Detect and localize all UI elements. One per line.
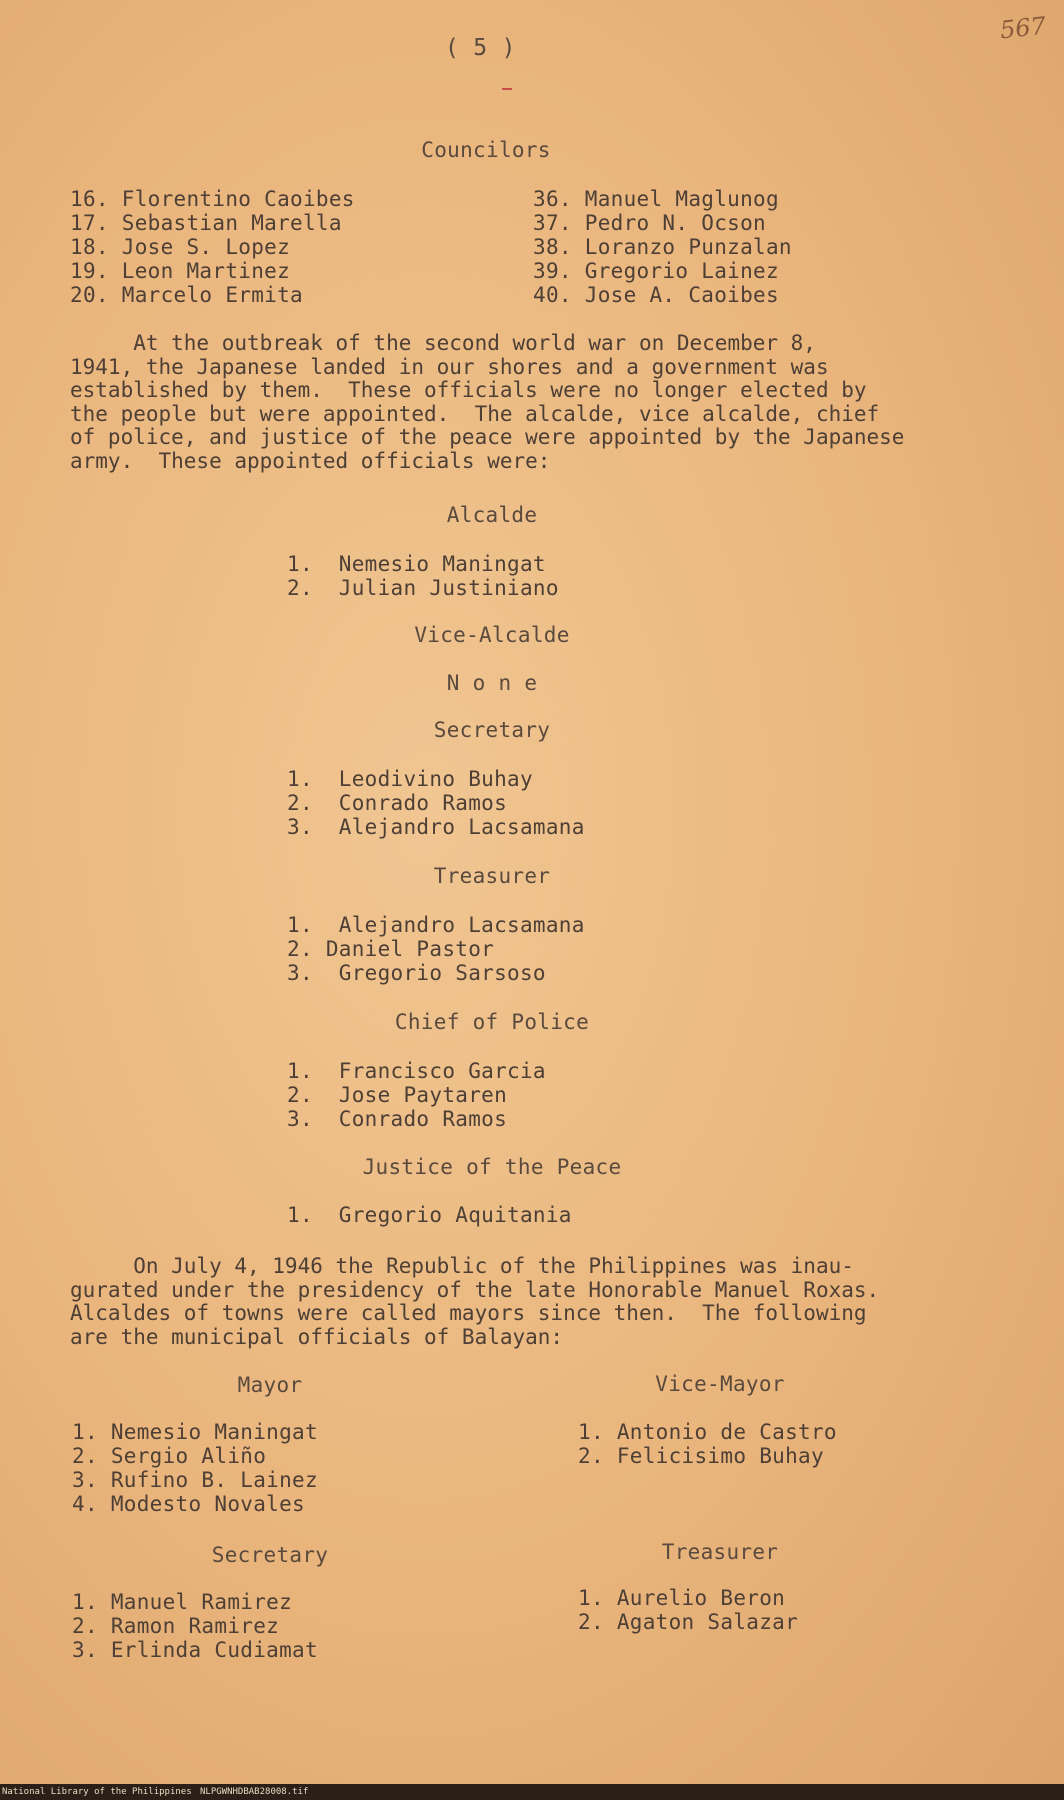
treasurer-heading: Treasurer	[433, 864, 551, 888]
list-item: 3. Erlinda Cudiamat	[72, 1638, 318, 1662]
paragraph-line: are the municipal officials of Balayan:	[70, 1324, 564, 1349]
list-item: 17. Sebastian Marella	[70, 211, 342, 235]
paragraph-line: established by them. These officials were no longer elected by	[70, 378, 867, 402]
list-item: 2. Julian Justiniano	[287, 576, 559, 600]
list-item: 1. Manuel Ramirez	[72, 1590, 293, 1614]
list-item: 2. Conrado Ramos	[287, 791, 508, 815]
vice-alcalde-heading: Vice-Alcalde	[414, 623, 570, 647]
list-item: 2. Ramon Ramirez	[72, 1614, 280, 1638]
justice-of-peace-heading: Justice of the Peace	[362, 1155, 622, 1179]
list-item: 1. Antonio de Castro	[578, 1420, 837, 1444]
list-item: 1. Aurelio Beron	[578, 1586, 786, 1610]
list-item: 1. Alejandro Lacsamana	[287, 913, 585, 937]
republic-treasurer-heading: Treasurer	[661, 1540, 779, 1564]
list-item: 1. Gregorio Aquitania	[287, 1203, 572, 1227]
paragraph-line: 1941, the Japanese landed in our shores and a government was	[70, 354, 829, 379]
list-item: 1. Nemesio Maningat	[287, 552, 546, 576]
paragraph-line: the people but were appointed. The alcalde, vice alcalde, chief	[70, 401, 880, 426]
red-mark	[502, 88, 512, 90]
republic-secretary-heading: Secretary	[211, 1543, 329, 1567]
list-item: 3. Gregorio Sarsoso	[287, 961, 546, 985]
list-item: 4. Modesto Novales	[72, 1492, 305, 1516]
list-item: 18. Jose S. Lopez	[70, 235, 291, 259]
page-number: ( 5 )	[445, 35, 516, 61]
chief-of-police-heading: Chief of Police	[394, 1010, 590, 1034]
list-item: 37. Pedro N. Ocson	[533, 211, 766, 235]
list-item: 19. Leon Martinez	[70, 259, 291, 283]
paragraph-line: gurated under the presidency of the late Honorable Manuel Roxas.	[70, 1277, 880, 1302]
list-item: 3. Conrado Ramos	[287, 1107, 508, 1131]
list-item: 3. Alejandro Lacsamana	[287, 815, 585, 839]
list-item: 2. Felicisimo Buhay	[578, 1444, 824, 1468]
list-item: 3. Rufino B. Lainez	[72, 1468, 318, 1492]
list-item: 40. Jose A. Caoibes	[533, 283, 779, 307]
list-item: 2. Daniel Pastor	[287, 937, 495, 961]
corner-stamp: 567	[998, 11, 1048, 45]
list-item: 2. Agaton Salazar	[578, 1610, 799, 1634]
paragraph-line: of police, and justice of the peace were appointed by the Japanese	[70, 425, 905, 449]
list-item: 1. Francisco Garcia	[287, 1059, 546, 1083]
councilors-heading: Councilors	[421, 138, 551, 162]
list-item: 39. Gregorio Lainez	[533, 259, 779, 283]
paragraph-line: At the outbreak of the second world war on December 8,	[70, 331, 816, 355]
list-item: 36. Manuel Maglunog	[533, 187, 779, 211]
list-item: 16. Florentino Caoibes	[70, 187, 355, 211]
paragraph-line: Alcaldes of towns were called mayors since then. The following	[70, 1301, 867, 1325]
paragraph-japanese-occupation	[70, 332, 1030, 473]
paragraph-line: army. These appointed officials were:	[70, 448, 551, 473]
list-item: 38. Loranzo Punzalan	[533, 235, 792, 259]
list-item: 2. Jose Paytaren	[287, 1083, 508, 1107]
paragraph-line: On July 4, 1946 the Republic of the Philippines was inau-	[70, 1254, 854, 1278]
footer-source: National Library of the Philippines	[2, 1787, 192, 1797]
paragraph-republic	[70, 1255, 1030, 1349]
secretary-heading: Secretary	[433, 718, 551, 742]
vice-alcalde-none: N o n e	[446, 671, 538, 695]
list-item: 1. Nemesio Maningat	[72, 1420, 318, 1444]
alcalde-heading: Alcalde	[446, 503, 538, 527]
list-item: 20. Marcelo Ermita	[70, 283, 303, 307]
footer-filename: NLPGWNHDBAB28008.tif	[200, 1787, 309, 1797]
mayor-heading: Mayor	[237, 1373, 303, 1397]
scan-footer	[0, 1784, 1064, 1800]
vice-mayor-heading: Vice-Mayor	[655, 1372, 785, 1396]
list-item: 1. Leodivino Buhay	[287, 767, 533, 791]
list-item: 2. Sergio Aliño	[72, 1444, 267, 1468]
